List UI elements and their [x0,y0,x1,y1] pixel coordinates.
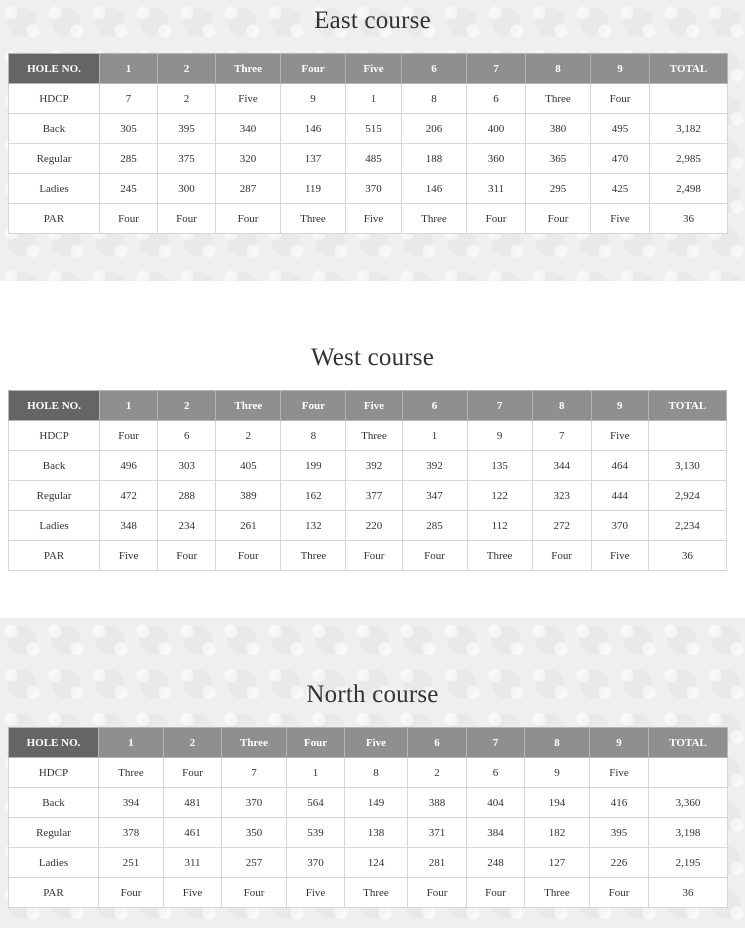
table-cell: Four [346,541,402,571]
table-cell: 425 [591,174,650,204]
table-cell: 392 [346,451,402,481]
row-label: Back [9,114,100,144]
table-cell: 395 [158,114,216,144]
table-cell: 303 [158,451,216,481]
table-cell: 119 [281,174,346,204]
table-cell: Four [222,878,287,908]
table-cell: 375 [158,144,216,174]
total-cell: 3,130 [648,451,726,481]
total-cell: 36 [648,541,726,571]
table-cell: 365 [526,144,591,174]
scorecard-table [8,727,728,908]
table-cell: 370 [591,511,648,541]
table-cell: 146 [281,114,346,144]
hole-no-header: HOLE NO. [9,54,100,84]
table-cell: 162 [281,481,346,511]
hole-header: 9 [591,54,650,84]
table-cell: 539 [287,818,345,848]
par-row [9,204,728,234]
hole-header: Four [281,391,346,421]
hole-header: 2 [158,391,216,421]
table-cell: 182 [525,818,590,848]
west-course-section [0,337,745,577]
table-cell: 257 [222,848,287,878]
row-label: Ladies [9,174,100,204]
table-cell: Five [591,421,648,451]
row-label: PAR [9,878,99,908]
table-cell: Five [591,204,650,234]
table-cell: Four [100,204,158,234]
east-course-section [0,0,745,281]
table-cell: 146 [402,174,467,204]
table-cell: Four [100,421,158,451]
table-cell: 515 [346,114,402,144]
table-cell: 251 [99,848,164,878]
back-row [9,788,728,818]
regular-row [9,481,727,511]
total-cell: 2,195 [649,848,728,878]
table-cell: Four [216,541,281,571]
total-cell [650,84,728,114]
course-title: North course [306,681,439,708]
table-cell: Five [591,541,648,571]
table-cell: 194 [525,788,590,818]
table-cell: 248 [467,848,525,878]
table-cell: 149 [345,788,408,818]
hole-header: 2 [164,728,222,758]
table-cell: 234 [158,511,216,541]
table-cell: 285 [100,144,158,174]
table-cell: 405 [216,451,281,481]
table-cell: 138 [345,818,408,848]
total-cell: 36 [650,204,728,234]
table-cell: 285 [402,511,467,541]
table-cell: 132 [281,511,346,541]
hole-header: 6 [408,728,467,758]
table-cell: Four [591,84,650,114]
table-cell: Three [346,421,402,451]
table-cell: 564 [287,788,345,818]
table-cell: 2 [408,758,467,788]
hole-header: Three [216,54,281,84]
hole-header: 6 [402,54,467,84]
hdcp-row [9,758,728,788]
table-cell: 377 [346,481,402,511]
table-cell: Four [216,204,281,234]
total-cell: 3,360 [649,788,728,818]
scorecard-table [8,53,728,234]
table-cell: Three [281,541,346,571]
header-row [9,54,728,84]
table-cell: Four [99,878,164,908]
table-cell: Three [281,204,346,234]
table-cell: Four [467,204,526,234]
ladies-row [9,174,728,204]
table-cell: 340 [216,114,281,144]
table-cell: Five [346,204,402,234]
table-cell: Five [164,878,222,908]
hdcp-row [9,421,727,451]
regular-row [9,818,728,848]
table-cell: 300 [158,174,216,204]
table-cell: 350 [222,818,287,848]
table-cell: 305 [100,114,158,144]
table-cell: 371 [408,818,467,848]
par-row [9,541,727,571]
row-label: PAR [9,204,100,234]
table-cell: 378 [99,818,164,848]
hole-header: Five [345,728,408,758]
row-label: Ladies [9,848,99,878]
table-cell: 392 [402,451,467,481]
table-cell: Three [345,878,408,908]
table-cell: 6 [467,758,525,788]
course-title: West course [310,344,435,371]
row-label: HDCP [9,84,100,114]
hole-header: 9 [591,391,648,421]
row-label: HDCP [9,758,99,788]
table-cell: 7 [222,758,287,788]
table-cell: 388 [408,788,467,818]
hole-header: 1 [100,54,158,84]
back-row [9,114,728,144]
hole-header: 6 [402,391,467,421]
table-cell: 122 [467,481,532,511]
hole-header: Three [222,728,287,758]
regular-row [9,144,728,174]
table-cell: 8 [281,421,346,451]
table-cell: 370 [222,788,287,818]
table-cell: 461 [164,818,222,848]
table-cell: 295 [526,174,591,204]
table-cell: Three [526,84,591,114]
table-cell: 496 [100,451,158,481]
table-cell: 394 [99,788,164,818]
total-cell [649,758,728,788]
table-cell: 311 [164,848,222,878]
table-cell: 1 [402,421,467,451]
course-title: East course [314,7,431,34]
hdcp-row [9,84,728,114]
table-cell: 470 [591,144,650,174]
row-label: Back [9,451,100,481]
table-cell: 9 [525,758,590,788]
table-cell: 348 [100,511,158,541]
scorecard-table [8,390,727,571]
table-cell: Three [467,541,532,571]
table-cell: Four [158,541,216,571]
row-label: Regular [9,144,100,174]
table-cell: Five [590,758,649,788]
table-cell: 8 [345,758,408,788]
table-cell: 281 [408,848,467,878]
table-cell: Four [164,758,222,788]
table-cell: 384 [467,818,525,848]
table-cell: 226 [590,848,649,878]
total-cell: 2,985 [650,144,728,174]
table-cell: 272 [532,511,591,541]
table-cell: Four [590,878,649,908]
header-row [9,728,728,758]
total-cell: 36 [649,878,728,908]
table-cell: Five [287,878,345,908]
table-cell: 261 [216,511,281,541]
table-cell: 2 [158,84,216,114]
table-cell: 287 [216,174,281,204]
hole-header: Five [346,54,402,84]
table-cell: 9 [467,421,532,451]
table-cell: Four [158,204,216,234]
hole-header: 7 [467,728,525,758]
total-cell [648,421,726,451]
table-cell: 112 [467,511,532,541]
table-cell: 9 [281,84,346,114]
table-cell: Four [402,541,467,571]
row-label: Regular [9,818,99,848]
hole-no-header: HOLE NO. [9,728,99,758]
table-cell: 481 [164,788,222,818]
row-label: PAR [9,541,100,571]
table-cell: 8 [402,84,467,114]
table-cell: 7 [100,84,158,114]
table-cell: 1 [287,758,345,788]
table-cell: Four [532,541,591,571]
table-cell: 485 [346,144,402,174]
table-cell: 7 [532,421,591,451]
row-label: HDCP [9,421,100,451]
hole-header: Five [346,391,402,421]
table-cell: 495 [591,114,650,144]
ladies-row [9,511,727,541]
north-course-section [0,674,745,928]
table-cell: 380 [526,114,591,144]
table-cell: 288 [158,481,216,511]
table-cell: 444 [591,481,648,511]
table-cell: 206 [402,114,467,144]
hole-header: 8 [525,728,590,758]
table-cell: 2 [216,421,281,451]
total-cell: 3,198 [649,818,728,848]
table-cell: 220 [346,511,402,541]
back-row [9,451,727,481]
hole-header: 7 [467,391,532,421]
header-row [9,391,727,421]
hole-header: 8 [526,54,591,84]
ladies-row [9,848,728,878]
table-cell: Four [408,878,467,908]
table-cell: 370 [287,848,345,878]
table-cell: 416 [590,788,649,818]
total-header: TOTAL [649,728,728,758]
table-cell: 347 [402,481,467,511]
table-cell: 344 [532,451,591,481]
table-cell: 370 [346,174,402,204]
total-header: TOTAL [648,391,726,421]
table-cell: Four [526,204,591,234]
table-cell: 320 [216,144,281,174]
table-cell: Three [525,878,590,908]
table-cell: 199 [281,451,346,481]
total-cell: 2,924 [648,481,726,511]
table-cell: 472 [100,481,158,511]
total-header: TOTAL [650,54,728,84]
table-cell: 311 [467,174,526,204]
hole-header: 1 [100,391,158,421]
table-cell: 135 [467,451,532,481]
table-cell: 404 [467,788,525,818]
total-cell: 2,234 [648,511,726,541]
table-cell: 400 [467,114,526,144]
hole-no-header: HOLE NO. [9,391,100,421]
table-cell: 137 [281,144,346,174]
hole-header: 7 [467,54,526,84]
hole-header: Three [216,391,281,421]
table-cell: 127 [525,848,590,878]
par-row [9,878,728,908]
table-cell: 323 [532,481,591,511]
row-label: Back [9,788,99,818]
table-cell: 464 [591,451,648,481]
table-cell: 389 [216,481,281,511]
hole-header: Four [281,54,346,84]
table-cell: Three [402,204,467,234]
table-cell: 124 [345,848,408,878]
hole-header: 9 [590,728,649,758]
hole-header: Four [287,728,345,758]
row-label: Ladies [9,511,100,541]
table-cell: 395 [590,818,649,848]
table-cell: 6 [158,421,216,451]
row-label: Regular [9,481,100,511]
table-cell: 6 [467,84,526,114]
table-cell: Three [99,758,164,788]
total-cell: 2,498 [650,174,728,204]
table-cell: 1 [346,84,402,114]
table-cell: 360 [467,144,526,174]
table-cell: Four [467,878,525,908]
total-cell: 3,182 [650,114,728,144]
hole-header: 1 [99,728,164,758]
hole-header: 2 [158,54,216,84]
table-cell: 245 [100,174,158,204]
table-cell: Five [100,541,158,571]
hole-header: 8 [532,391,591,421]
table-cell: 188 [402,144,467,174]
table-cell: Five [216,84,281,114]
